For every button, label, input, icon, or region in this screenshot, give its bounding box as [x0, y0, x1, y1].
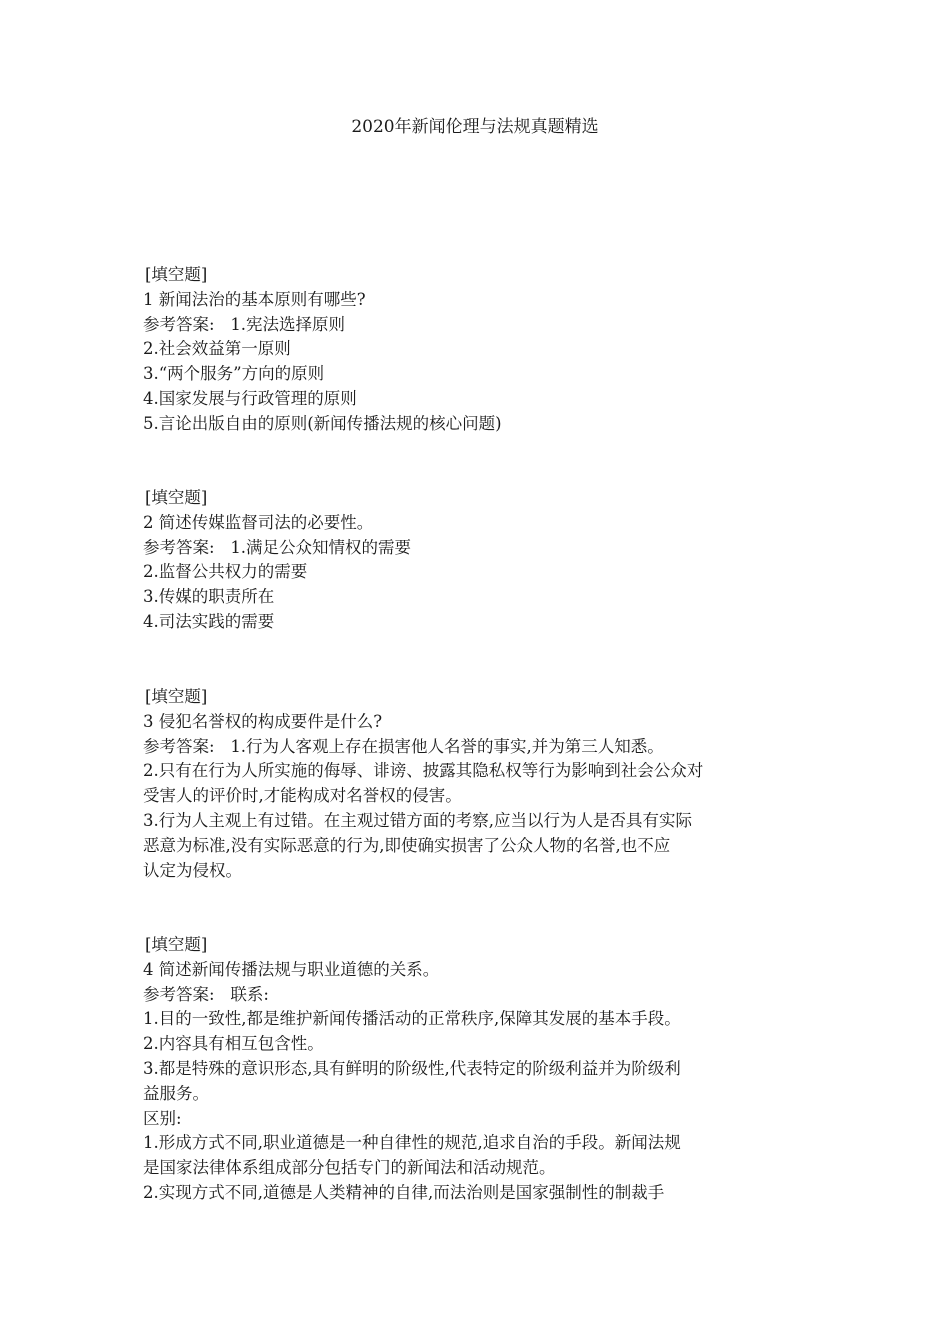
answer-text: 联系:: [230, 984, 269, 1004]
answer-line: 3.都是特殊的意识形态,具有鲜明的阶级性,代表特定的阶级利益并为阶级利: [143, 1058, 681, 1078]
answer-first-line: [143, 536, 813, 561]
answer-first-line: [143, 735, 813, 760]
question-text: 1 新闻法治的基本原则有哪些?: [143, 289, 366, 309]
answer-line: 4.国家发展与行政管理的原则: [143, 388, 357, 408]
answer-label: 参考答案:: [143, 984, 215, 1004]
question-type-tag: [填空题]: [145, 935, 208, 954]
question-block-2: [143, 486, 813, 635]
answer-line: 2.实现方式不同,道德是人类精神的自律,而法治则是国家强制性的制裁手: [143, 1182, 665, 1202]
answer-line: 恶意为标准,没有实际恶意的行为,即使确实损害了公众人物的名誉,也不应: [143, 835, 671, 855]
answer-line: 2.只有在行为人所实施的侮辱、诽谤、披露其隐私权等行为影响到社会公众对: [143, 761, 704, 781]
question-text: 4 简述新闻传播法规与职业道德的关系。: [143, 959, 440, 979]
answer-label: 参考答案:: [143, 537, 215, 557]
answer-line: 1.目的一致性,都是维护新闻传播活动的正常秩序,保障其发展的基本手段。: [143, 1009, 681, 1029]
answer-first-line: [143, 983, 813, 1008]
question-text: 3 侵犯名誉权的构成要件是什么?: [143, 711, 383, 731]
answer-label: 参考答案:: [143, 314, 215, 334]
answer-line: 3.传媒的职责所在: [143, 587, 275, 607]
answer-line: 3.行为人主观上有过错。在主观过错方面的考察,应当以行为人是否具有实际: [143, 810, 692, 830]
answer-label: 参考答案:: [143, 736, 215, 756]
question-type-tag: [填空题]: [145, 488, 208, 507]
question-type-tag: [填空题]: [145, 687, 208, 706]
answer-first-line: [143, 313, 813, 338]
answer-text: 1.满足公众知情权的需要: [230, 537, 412, 557]
answer-line: 益服务。: [143, 1083, 209, 1103]
answer-text: 1.宪法选择原则: [230, 314, 346, 334]
answer-line: 2.监督公共权力的需要: [143, 562, 308, 582]
answer-line: 是国家法律体系组成部分包括专门的新闻法和活动规范。: [143, 1158, 556, 1178]
answer-line: 1.形成方式不同,职业道德是一种自律性的规范,追求自治的手段。新闻法规: [143, 1133, 681, 1153]
document-title: 2020年新闻伦理与法规真题精选: [351, 117, 599, 137]
answer-line: 5.言论出版自由的原则(新闻传播法规的核心问题): [143, 413, 502, 433]
question-block-4: [143, 933, 813, 1206]
answer-line: 受害人的评价时,才能构成对名誉权的侵害。: [143, 786, 462, 806]
answer-line: 4.司法实践的需要: [143, 611, 275, 631]
answer-line: 区别:: [143, 1108, 182, 1128]
answer-line: 2.内容具有相互包含性。: [143, 1034, 324, 1054]
answer-line: 认定为侵权。: [143, 860, 242, 880]
answer-line: 3.“两个服务”方向的原则: [143, 364, 325, 384]
answer-text: 1.行为人客观上存在损害他人名誉的事实,并为第三人知悉。: [230, 736, 664, 756]
question-text: 2 简述传媒监督司法的必要性。: [143, 512, 374, 532]
answer-line: 2.社会效益第一原则: [143, 339, 291, 359]
question-block-3: [143, 685, 813, 883]
question-type-tag: [填空题]: [145, 265, 208, 284]
question-block-1: [143, 263, 813, 437]
